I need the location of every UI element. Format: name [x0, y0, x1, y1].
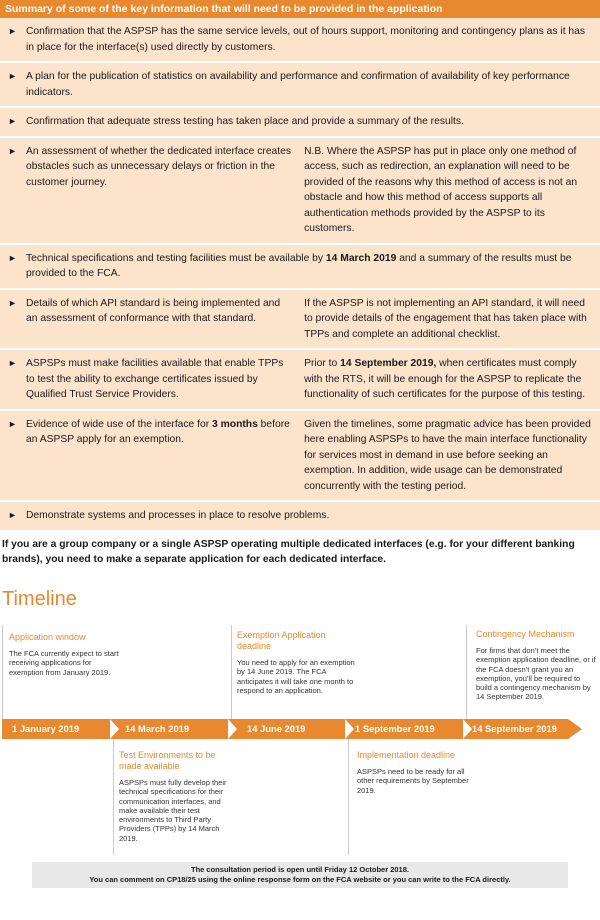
event-body: ASPSPs need to be ready for all other requirements by September 2019.	[357, 767, 469, 795]
event-heading: Contingency Mechanism	[476, 629, 575, 639]
band-separator	[110, 719, 119, 739]
row-note: N.B. Where the ASPSP has put in place only one method of access, such as redirection, an explanation will need to be provided of the reasons why this method of access is not an obstacle and how this method of access supports all authentication methods provided by the ASPSP to its customers.	[304, 145, 578, 234]
band-separator	[463, 719, 472, 739]
row-note: If the ASPSP is not implementing an API standard, it will need to provide details of the engagement that has taken place with TPPs and complete an additional checklist.	[304, 297, 587, 340]
event-exemption-deadline	[237, 630, 359, 695]
summary-row	[0, 18, 600, 63]
timeline-title: Timeline	[2, 588, 77, 610]
arrow-right-icon: ►	[8, 145, 17, 156]
timeline-date: 1 January 2019	[12, 723, 80, 734]
row-text-part: before an ASPSP apply for an exemption.	[26, 418, 290, 445]
timeline-date: 1 September 2019	[355, 723, 435, 734]
arrow-right-icon: ►	[8, 510, 17, 520]
summary-row	[0, 245, 600, 290]
event-contingency	[476, 629, 598, 702]
band-separator	[345, 719, 354, 739]
event-body: The FCA currently expect to start receiving applications for exemption from January 2019.	[9, 649, 119, 677]
connector-line	[113, 739, 114, 855]
row-note: Given the timelines, some pragmatic advice has been provided here enabling ASPSPs to have the main interface functionality for services most in demand in use before seeking an exemption. In addition, wide usage can be demonstrated concurrently with the testing period.	[304, 418, 591, 492]
summary-row	[0, 502, 600, 532]
consultation-note	[32, 862, 568, 888]
row-text: A plan for the publication of statistics on availability and performance and confirmation of availability of key performance indicators.	[26, 71, 570, 98]
summary-row	[0, 350, 600, 411]
row-requirement: ASPSPs must make facilities available that enable TPPs to test the ability to exchange certificates issued by Qualified Trust Service Providers.	[26, 358, 284, 400]
summary-row	[0, 63, 600, 108]
arrow-right-icon: ►	[8, 71, 17, 81]
timeline-arrow-tip	[568, 719, 582, 739]
connector-line	[2, 625, 3, 719]
connector-line	[348, 739, 349, 855]
event-test-environments	[119, 750, 235, 843]
timeline-date: 14 September 2019	[472, 723, 557, 734]
band-separator	[228, 719, 237, 739]
summary-row	[0, 411, 600, 503]
connector-line	[231, 625, 232, 719]
summary-header: Summary of some of the key information that will need to be provided in the application	[0, 0, 600, 18]
event-heading: Implementation deadline	[357, 750, 456, 760]
event-heading: Exemption Application deadline	[237, 630, 326, 651]
arrow-right-icon: ►	[8, 26, 17, 36]
event-body: ASPSPs must fully develop their technical specifications for their communication interfaces, and make available their test environments to Third Party Providers (TPPs) by 14 March 2019.	[119, 778, 227, 843]
event-body: You need to apply for an exemption by 14 June 2019. The FCA anticipates it will take one month to respond to an application.	[237, 658, 355, 695]
summary-row	[0, 108, 600, 138]
group-company-note: If you are a group company or a single ASPSP operating multiple dedicated interfaces (e.g. for your different banking brands), you need to make a separate application for each dedicated interface.	[2, 539, 575, 565]
row-requirement: An assessment of whether the dedicated interface creates obstacles such as unnecessary delays or friction in the customer journey.	[26, 145, 292, 188]
row-requirement: Details of which API standard is being implemented and an assessment of conformance with that standard.	[26, 297, 281, 324]
row-date: 14 September 2019,	[340, 358, 437, 369]
arrow-right-icon: ►	[8, 297, 17, 308]
row-text	[26, 251, 592, 282]
summary-row	[0, 138, 600, 245]
row-text: Confirmation that adequate stress testing has taken place and provide a summary of the results.	[26, 116, 464, 127]
event-implementation-deadline	[357, 750, 477, 795]
timeline-date: 14 June 2019	[247, 723, 306, 734]
event-body: For firms that don’t meet the exemption application deadline, or if the FCA doesn’t grant you an exemption, you’ll be required to build a contingency mechanism by 14 September 2019.	[476, 646, 596, 702]
row-text: Confirmation that the ASPSP has the same service levels, out of hours support, monitoring and contingency plans as it has in place for the interface(s) used directly by customers.	[26, 26, 586, 53]
summary-row	[0, 290, 600, 351]
connector-line	[466, 625, 467, 719]
event-heading: Application window	[9, 632, 86, 642]
timeline-date: 14 March 2019	[125, 723, 190, 734]
arrow-right-icon: ►	[8, 418, 17, 429]
row-text-part: Technical specifications and testing facilities must be available by	[26, 252, 326, 264]
row-text: Demonstrate systems and processes in place to resolve problems.	[26, 510, 330, 521]
consultation-line: The consultation period is open until Friday 12 October 2018.	[191, 865, 409, 874]
row-text-part: Prior to	[304, 358, 341, 369]
row-note	[304, 356, 592, 403]
row-text-part: and a summary of the results must be provided to the FCA.	[26, 252, 572, 279]
consultation-line: You can comment on CP18/25 using the online response form on the FCA website or you can write to the FCA directly.	[89, 875, 511, 884]
event-heading: Test Environments to be made available	[119, 750, 216, 771]
arrow-right-icon: ►	[8, 358, 17, 368]
row-duration: 3 months	[212, 418, 258, 430]
row-text-part: Evidence of wide use of the interface for	[26, 418, 213, 430]
row-date: 14 March 2019	[325, 252, 397, 264]
arrow-right-icon: ►	[8, 252, 17, 263]
row-requirement	[26, 417, 304, 495]
event-application-window	[9, 632, 127, 677]
arrow-right-icon: ►	[8, 116, 17, 126]
row-text-part: when certificates must comply with the RTS, it will be enough for the ASPSP to replicate the functionality of such certificates for the purpose of this testing.	[304, 358, 586, 400]
